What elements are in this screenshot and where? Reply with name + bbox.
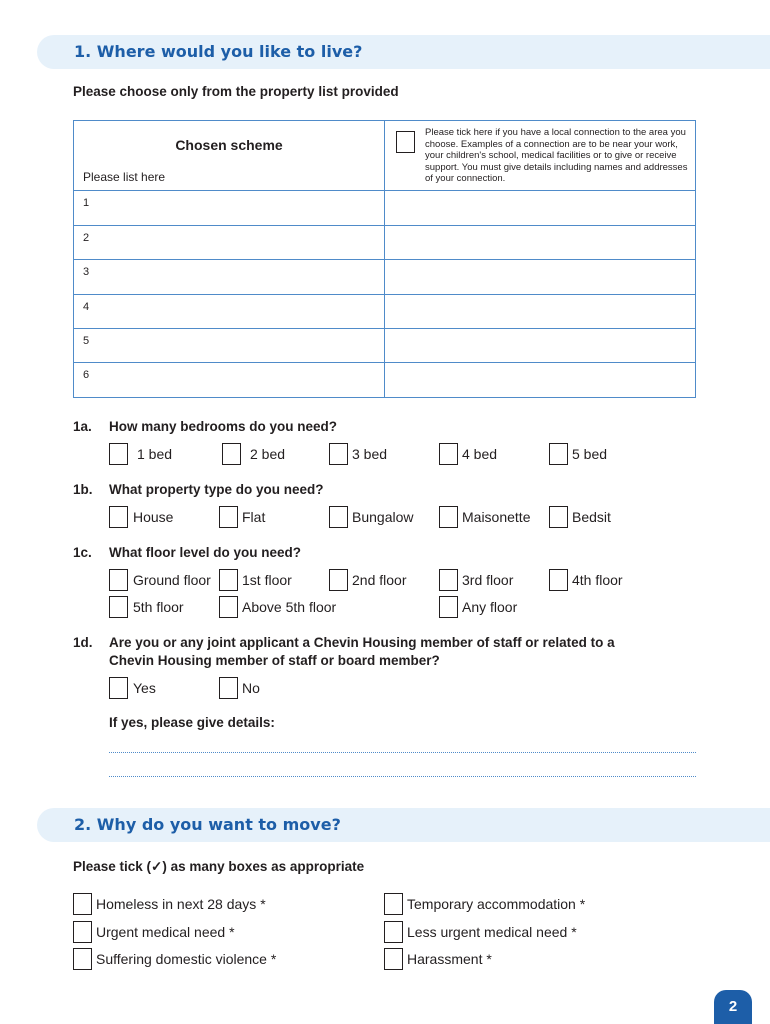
reason-homeless-label: Homeless in next 28 days * (96, 896, 266, 912)
bedrooms-5-checkbox[interactable] (549, 443, 568, 465)
bedrooms-1-checkbox[interactable] (109, 443, 128, 465)
type-maisonette-label: Maisonette (462, 509, 531, 525)
chosen-scheme-header-cell (74, 121, 385, 191)
page-number: 2 (714, 990, 752, 1024)
local-connection-note: Please tick here if you have a local connection to the area you choose. Examples of a connection are to be near your work, your children's school, medical facilities or to give or receive support. You must give details including names and addresses of your connection. (425, 127, 688, 184)
staff-details-line-2[interactable] (109, 776, 696, 777)
section-1-title: 1. Where would you like to live? (74, 42, 363, 61)
staff-no-label: No (242, 680, 260, 696)
section-2-instruction: Please tick (✓) as many boxes as appropriate (73, 859, 365, 874)
q1b-question: What property type do you need? (109, 482, 324, 497)
staff-yes-checkbox[interactable] (109, 677, 128, 699)
scheme-connection-cell[interactable] (385, 363, 696, 398)
floor-5th-checkbox[interactable] (109, 596, 128, 618)
floor-4th-checkbox[interactable] (549, 569, 568, 591)
local-connection-checkbox[interactable] (396, 131, 415, 153)
scheme-row-number[interactable]: 4 (74, 295, 385, 329)
scheme-row-number[interactable]: 5 (74, 329, 385, 363)
floor-above-5th-label: Above 5th floor (242, 599, 337, 615)
reason-temporary-accommodation-label: Temporary accommodation * (407, 896, 586, 912)
scheme-connection-cell[interactable] (385, 226, 696, 260)
q1d-number: 1d. (73, 635, 93, 650)
chosen-scheme-table (73, 120, 696, 398)
type-flat-checkbox[interactable] (219, 506, 238, 528)
floor-ground-checkbox[interactable] (109, 569, 128, 591)
q1d-question-line2: Chevin Housing member of staff or board member? (109, 653, 440, 668)
section-2-header (37, 808, 770, 842)
scheme-row-number[interactable]: 6 (74, 363, 385, 398)
q1d-question-line1: Are you or any joint applicant a Chevin Housing member of staff or related to a (109, 635, 615, 650)
bedrooms-2-label: 2 bed (250, 446, 286, 462)
section-1-instruction: Please choose only from the property list provided (73, 84, 399, 99)
floor-any-label: Any floor (462, 599, 518, 615)
q1a-number: 1a. (73, 419, 92, 434)
scheme-connection-cell[interactable] (385, 329, 696, 363)
type-bungalow-checkbox[interactable] (329, 506, 348, 528)
type-bedsit-checkbox[interactable] (549, 506, 568, 528)
type-flat-label: Flat (242, 509, 266, 525)
reason-domestic-violence-label: Suffering domestic violence * (96, 951, 277, 967)
floor-2nd-label: 2nd floor (352, 572, 407, 588)
scheme-row-number[interactable]: 1 (74, 191, 385, 226)
floor-5th-label: 5th floor (133, 599, 184, 615)
reason-harassment-checkbox[interactable] (384, 948, 403, 970)
floor-above-5th-checkbox[interactable] (219, 596, 238, 618)
scheme-connection-cell[interactable] (385, 260, 696, 295)
staff-no-checkbox[interactable] (219, 677, 238, 699)
staff-yes-label: Yes (133, 680, 156, 696)
bedrooms-3-checkbox[interactable] (329, 443, 348, 465)
scheme-connection-cell[interactable] (385, 191, 696, 226)
floor-1st-label: 1st floor (242, 572, 292, 588)
staff-details-label: If yes, please give details: (109, 715, 275, 730)
bedrooms-3-label: 3 bed (352, 446, 388, 462)
chosen-scheme-heading: Chosen scheme (175, 137, 283, 153)
type-maisonette-checkbox[interactable] (439, 506, 458, 528)
scheme-row-number[interactable]: 2 (74, 226, 385, 260)
reason-urgent-medical-label: Urgent medical need * (96, 924, 235, 940)
q1c-number: 1c. (73, 545, 92, 560)
bedrooms-1-label: 1 bed (137, 446, 173, 462)
floor-ground-label: Ground floor (133, 572, 211, 588)
reason-less-urgent-medical-checkbox[interactable] (384, 921, 403, 943)
reason-less-urgent-medical-label: Less urgent medical need * (407, 924, 577, 940)
type-house-checkbox[interactable] (109, 506, 128, 528)
floor-3rd-label: 3rd floor (462, 572, 514, 588)
scheme-connection-cell[interactable] (385, 295, 696, 329)
reason-harassment-label: Harassment * (407, 951, 492, 967)
section-1-header (37, 35, 770, 69)
type-bungalow-label: Bungalow (352, 509, 414, 525)
chosen-scheme-subheading: Please list here (83, 170, 166, 184)
staff-details-line-1[interactable] (109, 752, 696, 753)
bedrooms-5-label: 5 bed (572, 446, 608, 462)
reason-homeless-checkbox[interactable] (73, 893, 92, 915)
local-connection-header-cell (385, 121, 696, 191)
type-bedsit-label: Bedsit (572, 509, 611, 525)
floor-1st-checkbox[interactable] (219, 569, 238, 591)
floor-3rd-checkbox[interactable] (439, 569, 458, 591)
reason-domestic-violence-checkbox[interactable] (73, 948, 92, 970)
reason-urgent-medical-checkbox[interactable] (73, 921, 92, 943)
scheme-row-number[interactable]: 3 (74, 260, 385, 295)
q1b-number: 1b. (73, 482, 93, 497)
reason-temporary-accommodation-checkbox[interactable] (384, 893, 403, 915)
floor-any-checkbox[interactable] (439, 596, 458, 618)
q1a-question: How many bedrooms do you need? (109, 419, 338, 434)
q1c-question: What floor level do you need? (109, 545, 302, 560)
floor-2nd-checkbox[interactable] (329, 569, 348, 591)
section-2-title: 2. Why do you want to move? (74, 815, 341, 834)
type-house-label: House (133, 509, 174, 525)
bedrooms-4-checkbox[interactable] (439, 443, 458, 465)
floor-4th-label: 4th floor (572, 572, 623, 588)
bedrooms-4-label: 4 bed (462, 446, 498, 462)
bedrooms-2-checkbox[interactable] (222, 443, 241, 465)
